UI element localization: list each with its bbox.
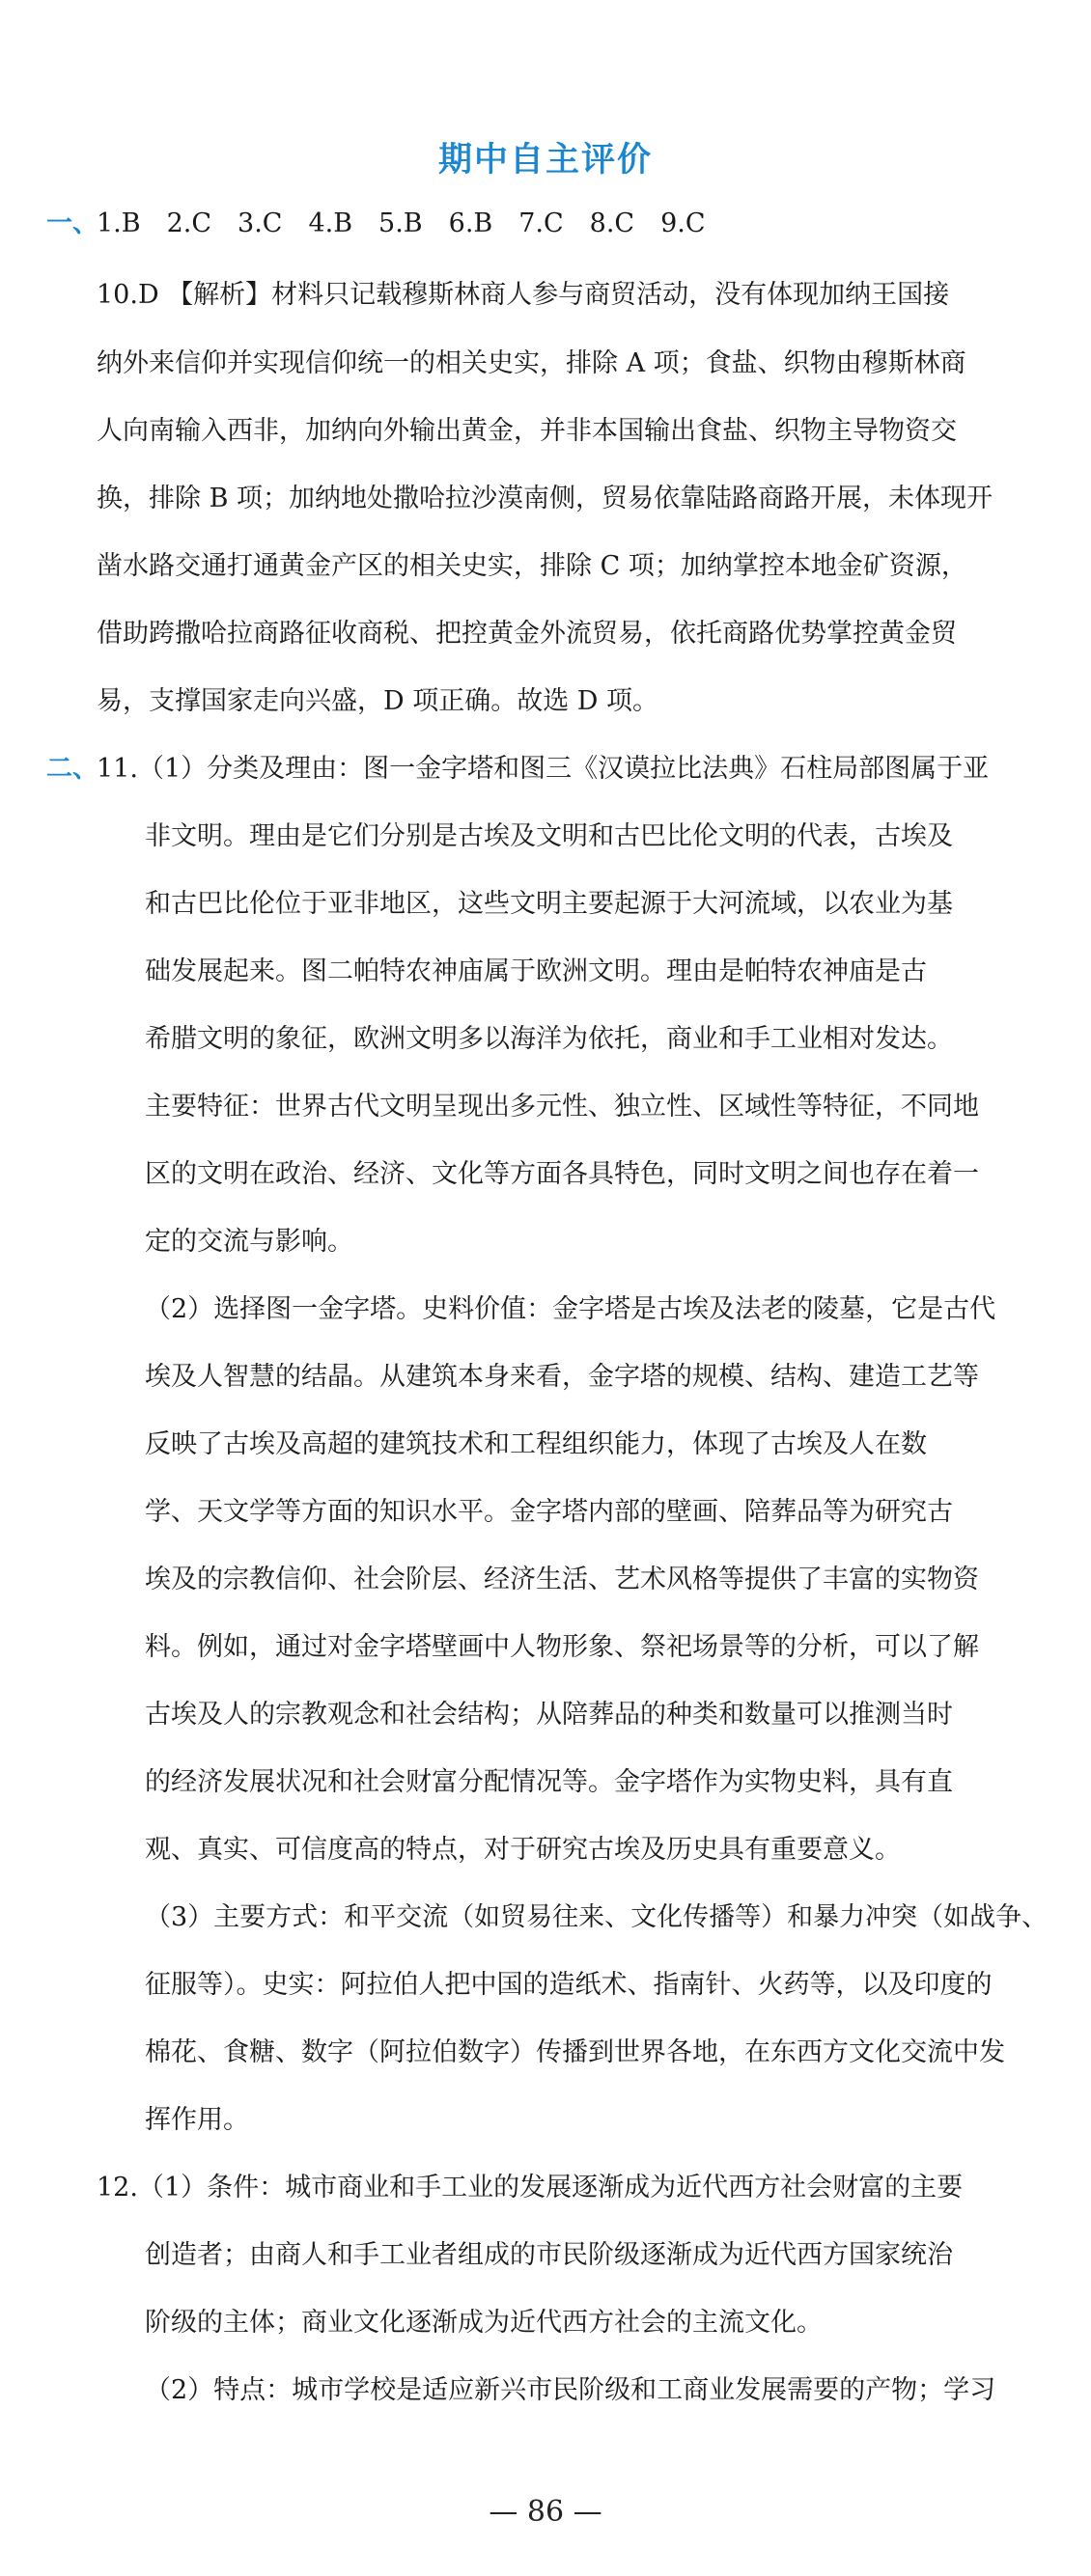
q11-line-18: 征服等）。史实：阿拉伯人把中国的造纸术、指南针、火药等，以及印度的 bbox=[145, 1970, 993, 2000]
q11-line-13: 料。例如，通过对金字塔壁画中人物形象、祭祀场景等的分析，可以了解 bbox=[145, 1632, 979, 1662]
q12-line-2: 阶级的主体；商业文化逐渐成为近代西方社会的主流文化。 bbox=[145, 2308, 823, 2338]
q12-line-3: （2）特点：城市学校是适应新兴市民阶级和工商业发展需要的产物；学习 bbox=[145, 2375, 996, 2405]
q10-line-6: 易，支撑国家走向兴盛，D 项正确。故选 D 项。 bbox=[97, 686, 659, 716]
q11-line-15: 的经济发展状况和社会财富分配情况等。金字塔作为实物史料，具有直 bbox=[145, 1767, 953, 1797]
q12-line-1: 创造者；由商人和手工业者组成的市民阶级逐渐成为近代西方国家统治 bbox=[145, 2240, 953, 2270]
q10-line-1: 纳外来信仰并实现信仰统一的相关史实，排除 A 项；食盐、织物由穆斯林商 bbox=[97, 348, 966, 378]
q10-line-4: 凿水路交通打通黄金产区的相关史实，排除 C 项；加纳掌控本地金矿资源， bbox=[97, 551, 967, 581]
q11-line-6: 区的文明在政治、经济、文化等方面各具特色，同时文明之间也存在着一 bbox=[145, 1159, 979, 1189]
q11-line-17: （3）主要方式：和平交流（如贸易往来、文化传播等）和暴力冲突（如战争、 bbox=[145, 1902, 1049, 1932]
q11-line-4: 希腊文明的象征，欧洲文明多以海洋为依托，商业和手工业相对发达。 bbox=[145, 1024, 953, 1054]
q11-line-12: 埃及的宗教信仰、社会阶层、经济生活、艺术风格等提供了丰富的实物资 bbox=[145, 1565, 979, 1594]
q10-line-5: 借助跨撒哈拉商路征收商税、把控黄金外流贸易，依托商路优势掌控黄金贸 bbox=[97, 619, 957, 649]
q11-line-9: 埃及人智慧的结晶。从建筑本身来看，金字塔的规模、结构、建造工艺等 bbox=[145, 1362, 979, 1392]
q11-line-11: 学、天文学等方面的知识水平。金字塔内部的壁画、陪葬品等为研究古 bbox=[145, 1497, 953, 1527]
q12-line-0: 12.（1）条件：城市商业和手工业的发展逐渐成为近代西方社会财富的主要 bbox=[97, 2173, 964, 2202]
q11-line-7: 定的交流与影响。 bbox=[145, 1227, 353, 1257]
page-number: — 86 — bbox=[489, 2495, 602, 2529]
section-two-marker: 二、 bbox=[46, 754, 98, 784]
q11-line-8: （2）选择图一金字塔。史料价值：金字塔是古埃及法老的陵墓，它是古代 bbox=[145, 1294, 996, 1324]
q10-line-0: 10.D 【解析】材料只记载穆斯林商人参与商贸活动，没有体现加纳王国接 bbox=[97, 280, 950, 310]
q11-line-19: 棉花、食糖、数字（阿拉伯数字）传播到世界各地，在东西方文化交流中发 bbox=[145, 2037, 1005, 2067]
mc-answers: 1.B 2.C 3.C 4.B 5.B 6.B 7.C 8.C 9.C bbox=[97, 208, 706, 238]
q11-line-20: 挥作用。 bbox=[145, 2105, 249, 2135]
q11-line-1: 非文明。理由是它们分别是古埃及文明和古巴比伦文明的代表，古埃及 bbox=[145, 821, 953, 851]
q11-line-14: 古埃及人的宗教观念和社会结构；从陪葬品的种类和数量可以推测当时 bbox=[145, 1700, 953, 1730]
q11-line-16: 观、真实、可信度高的特点，对于研究古埃及历史具有重要意义。 bbox=[145, 1835, 901, 1865]
q11-line-10: 反映了古埃及高超的建筑技术和工程组织能力，体现了古埃及人在数 bbox=[145, 1429, 927, 1459]
q10-line-3: 换，排除 B 项；加纳地处撒哈拉沙漠南侧，贸易依靠陆路商路开展，未体现开 bbox=[97, 484, 993, 513]
section-one-marker: 一、 bbox=[46, 208, 98, 238]
q11-line-0: 11.（1）分类及理由：图一金字塔和图三《汉谟拉比法典》石柱局部图属于亚 bbox=[97, 754, 990, 784]
page-title: 期中自主评价 bbox=[437, 141, 653, 180]
q11-line-5: 主要特征：世界古代文明呈现出多元性、独立性、区域性等特征，不同地 bbox=[145, 1092, 979, 1122]
q10-line-2: 人向南输入西非，加纳向外输出黄金，并非本国输出食盐、织物主导物资交 bbox=[97, 416, 957, 446]
q11-line-3: 础发展起来。图二帕特农神庙属于欧洲文明。理由是帕特农神庙是古 bbox=[145, 956, 927, 986]
q11-line-2: 和古巴比伦位于亚非地区，这些文明主要起源于大河流域，以农业为基 bbox=[145, 889, 953, 919]
